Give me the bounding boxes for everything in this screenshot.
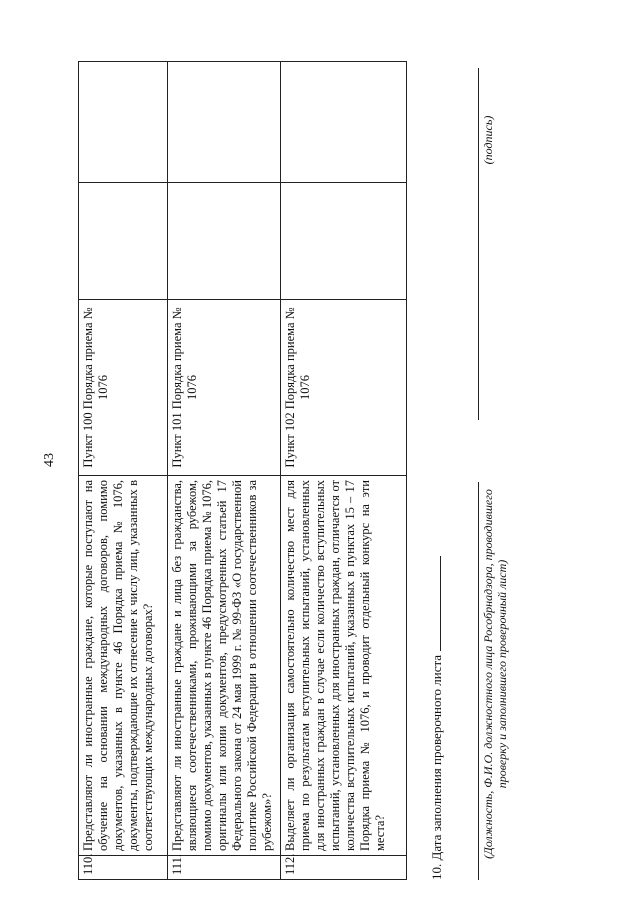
answer-cell[interactable] xyxy=(281,183,407,300)
question-text: Представляют ли иностранные граждане, которые поступают на обучение на основании международных договоров, помимо документов, указанных в пункте 46 Порядка приема № 1076, документы, подтверждающие их отнесение к числу лиц, указанных в соответствующих международных договорах? xyxy=(79,476,168,856)
signature-line xyxy=(478,68,479,420)
signature-caption: (подпись) xyxy=(481,115,495,165)
legal-reference: Пункт 100 Порядка приема № 1076 xyxy=(79,300,168,476)
table-row xyxy=(281,62,407,880)
row-number: 111. xyxy=(168,856,281,880)
note-cell[interactable] xyxy=(79,62,168,183)
answer-cell[interactable] xyxy=(168,183,281,300)
fill-date-line xyxy=(428,556,445,880)
note-cell[interactable] xyxy=(281,62,407,183)
row-number: 110. xyxy=(79,856,168,880)
fill-date-blank[interactable] xyxy=(428,556,441,651)
checklist-table xyxy=(78,61,407,880)
fill-date-label: 10. Дата заполнения проверочного листа xyxy=(429,654,444,880)
row-number: 112. xyxy=(281,856,407,880)
legal-reference: Пункт 101 Порядка приема № 1076 xyxy=(168,300,281,476)
official-signature-line xyxy=(478,482,479,880)
note-cell[interactable] xyxy=(168,62,281,183)
table-row xyxy=(168,62,281,880)
table-row xyxy=(79,62,168,880)
question-text: Выделяет ли организация самостоятельно количество мест для приема по результатам вступительных испытаний, установленных для иностранных граждан в случае если количество вступительных испытаний, установленных для иностранных граждан, отличается от количества вступительных испытаний, указанных в пунктах 15 – 17 Порядка приема № 1076, и проводит отдельный конкурс на эти места? xyxy=(281,476,407,856)
rotated-sheet xyxy=(78,62,608,880)
question-text: Представляют ли иностранные граждане и лица без гражданства, являющиеся соотечественниками, проживающими за рубежом, помимо документов, указанных в пункте 46 Порядка приема № 1076, оригиналы или копии документов, предусмотренных статьей 17 Федерального закона от 24 мая 1999 г. № 99-ФЗ «О государственной политике Российской Федерации в отношении соотечественников за рубежом»? xyxy=(168,476,281,856)
answer-cell[interactable] xyxy=(79,183,168,300)
official-caption: (Должность, Ф.И.О. должностного лица Рособрнадзора, проводившего проверку и заполнившего проверочный лист) xyxy=(481,489,509,859)
page-number: 43 xyxy=(42,453,57,467)
legal-reference: Пункт 102 Порядка приема № 1076 xyxy=(281,300,407,476)
